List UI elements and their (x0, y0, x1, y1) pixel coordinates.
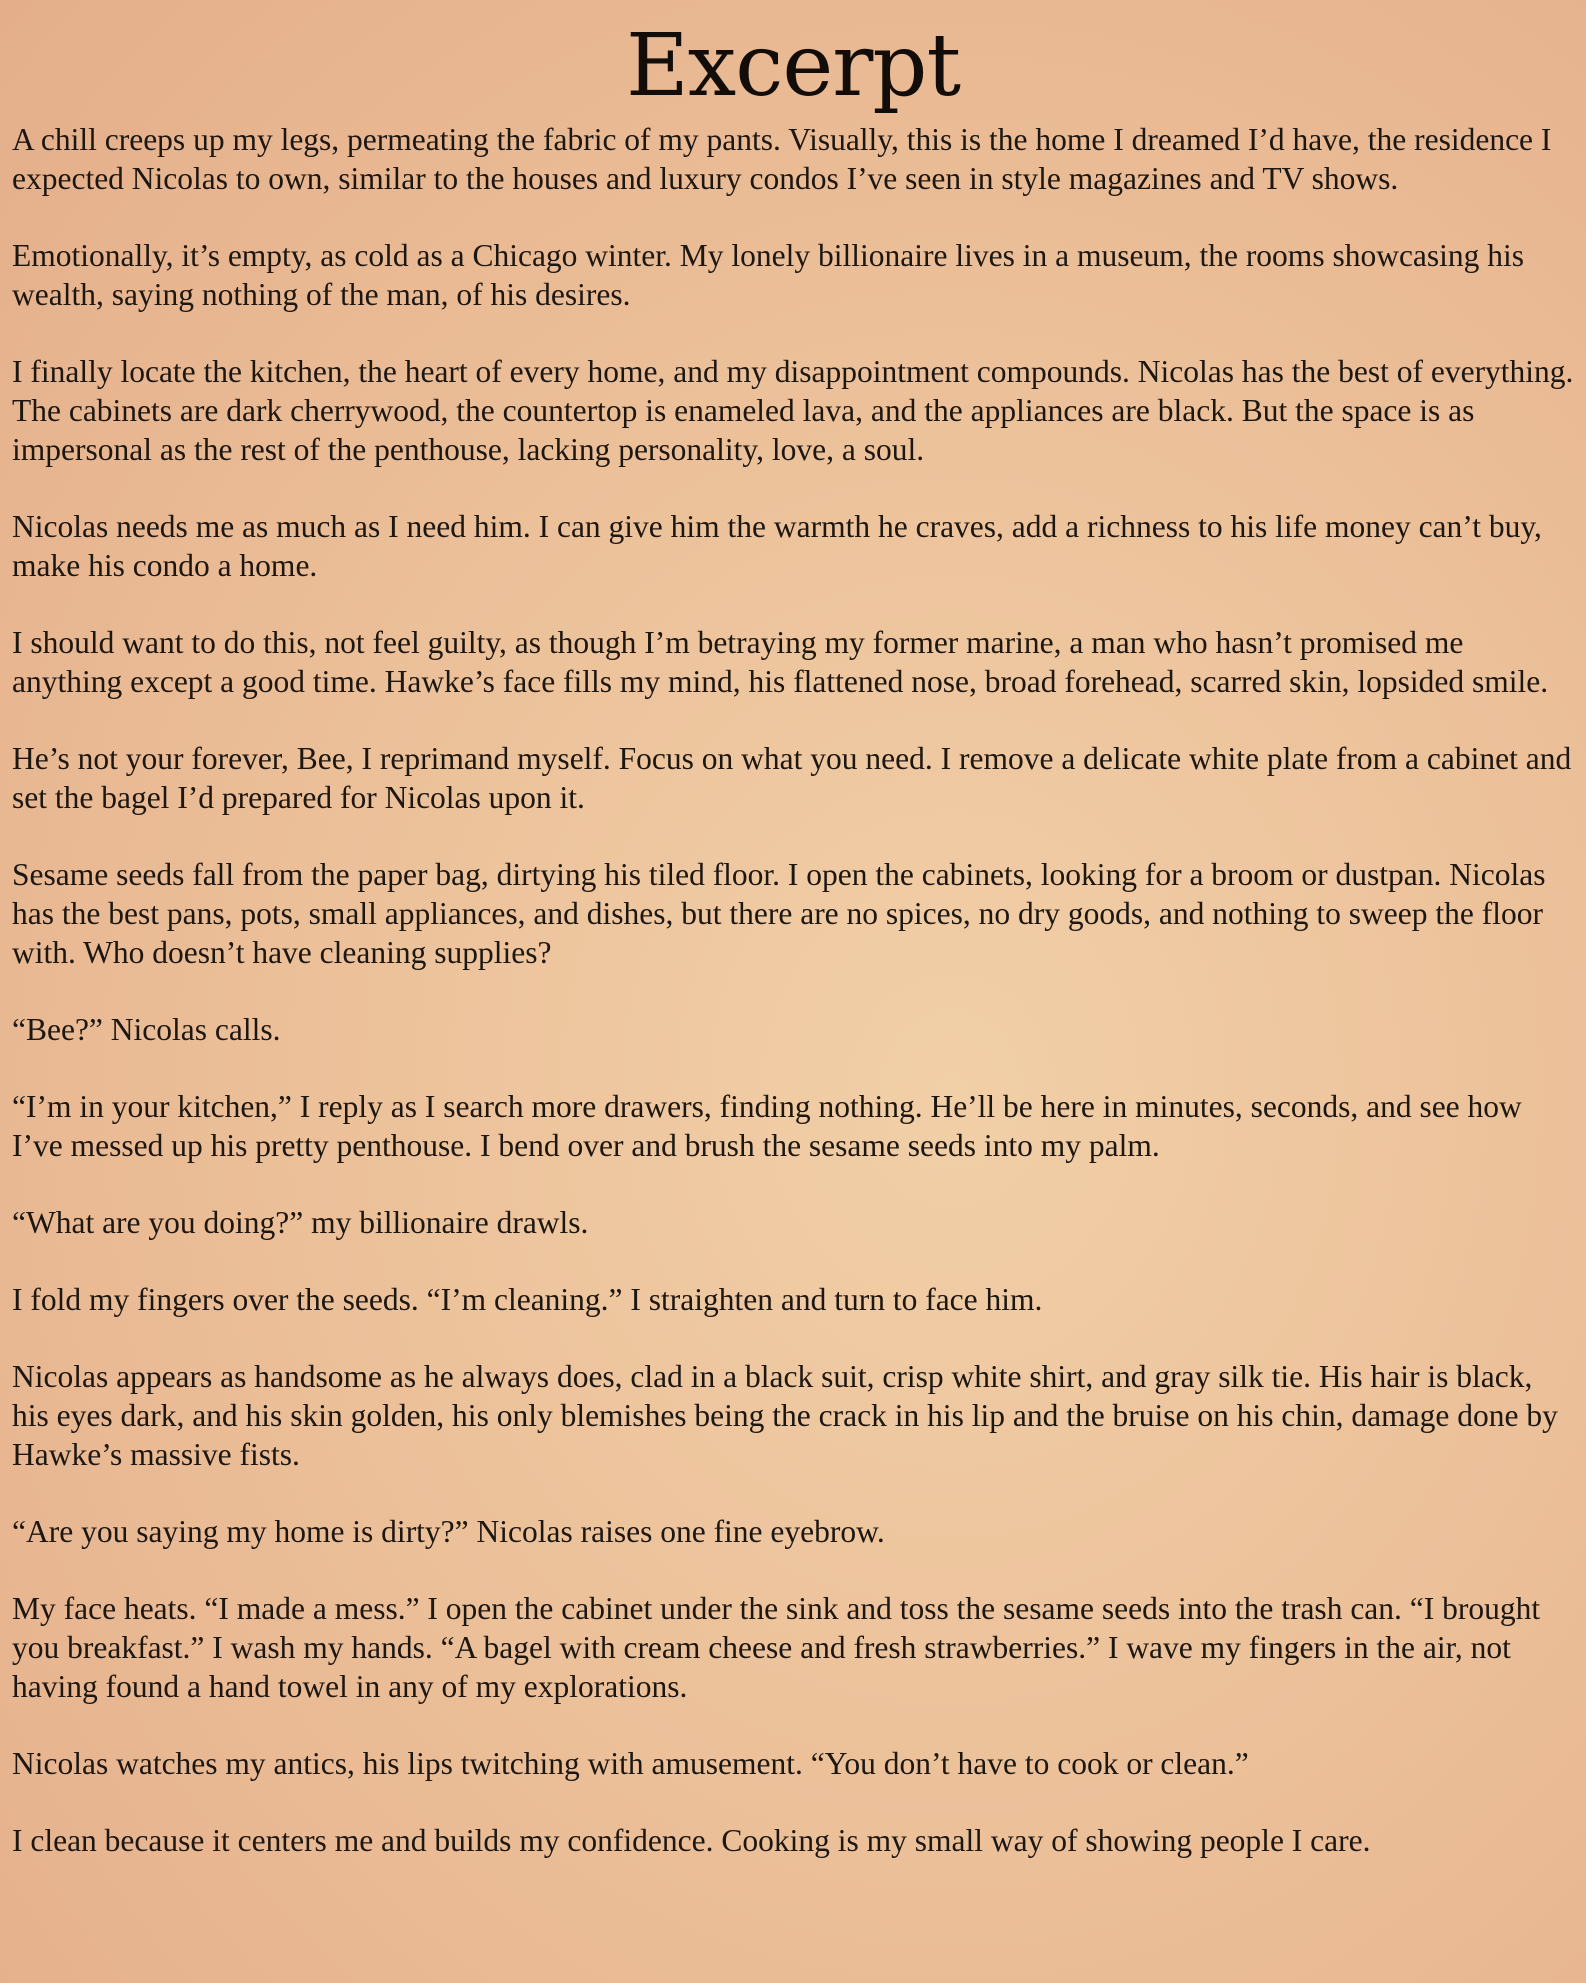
paragraph-3: I finally locate the kitchen, the heart of every home, and my disappointment compounds. Nicolas has the best of everything. The cabinets are dark cherrywood, the countertop is enameled lava, and the appliances are black. But the space is as impersonal as the rest of the penthouse, lacking personality, love, a soul. (12, 354, 1574, 467)
paragraph-15: Nicolas watches my antics, his lips twitching with amusement. “You don’t have to cook or clean.” (12, 1746, 1249, 1781)
paragraph-8: “Bee?” Nicolas calls. (12, 1012, 281, 1047)
paragraph-9: “I’m in your kitchen,” I reply as I search more drawers, finding nothing. He’ll be here in minutes, seconds, and see how I’ve messed up his pretty penthouse. I bend over and brush the sesame seeds into my palm. (12, 1089, 1522, 1163)
paragraph-14: My face heats. “I made a mess.” I open the cabinet under the sink and toss the sesame seeds into the trash can. “I brought you breakfast.” I wash my hands. “A bagel with cream cheese and fresh strawberries.” I wave my fingers in the air, not having found a hand towel in any of my explorations. (12, 1591, 1541, 1704)
paragraph-4: Nicolas needs me as much as I need him. I can give him the warmth he craves, add a richness to his life money can’t buy, make his condo a home. (12, 509, 1542, 583)
paragraph-5: I should want to do this, not feel guilty, as though I’m betraying my former marine, a man who hasn’t promised me anything except a good time. Hawke’s face fills my mind, his flattened nose, broad forehead, scarred skin, lopsided smile. (12, 625, 1549, 699)
paragraph-12: Nicolas appears as handsome as he always does, clad in a black suit, crisp white shirt, and gray silk tie. His hair is black, his eyes dark, and his skin golden, his only blemishes being the crack in his lip and the bruise on his chin, damage done by Hawke’s massive fists. (12, 1359, 1558, 1472)
page-title: Excerpt (625, 16, 961, 116)
paragraph-16: I clean because it centers me and builds my confidence. Cooking is my small way of showing people I care. (12, 1823, 1371, 1858)
excerpt-body (12, 120, 1574, 1860)
paragraph-2: Emotionally, it’s empty, as cold as a Chicago winter. My lonely billionaire lives in a museum, the rooms showcasing his wealth, saying nothing of the man, of his desires. (12, 238, 1525, 312)
paragraph-11: I fold my fingers over the seeds. “I’m cleaning.” I straighten and turn to face him. (12, 1282, 1043, 1317)
paragraph-7: Sesame seeds fall from the paper bag, dirtying his tiled floor. I open the cabinets, looking for a broom or dustpan. Nicolas has the best pans, pots, small appliances, and dishes, but there are no spices, no dry goods, and nothing to sweep the floor with. Who doesn’t have cleaning supplies? (12, 857, 1546, 970)
paragraph-10: “What are you doing?” my billionaire drawls. (12, 1205, 589, 1240)
paragraph-13: “Are you saying my home is dirty?” Nicolas raises one fine eyebrow. (12, 1514, 885, 1549)
paragraph-6: He’s not your forever, Bee, I reprimand myself. Focus on what you need. I remove a delicate white plate from a cabinet and set the bagel I’d prepared for Nicolas upon it. (12, 741, 1572, 815)
paragraph-1: A chill creeps up my legs, permeating the fabric of my pants. Visually, this is the home I dreamed I’d have, the residence I expected Nicolas to own, similar to the houses and luxury condos I’ve seen in style magazines and TV shows. (12, 122, 1552, 196)
